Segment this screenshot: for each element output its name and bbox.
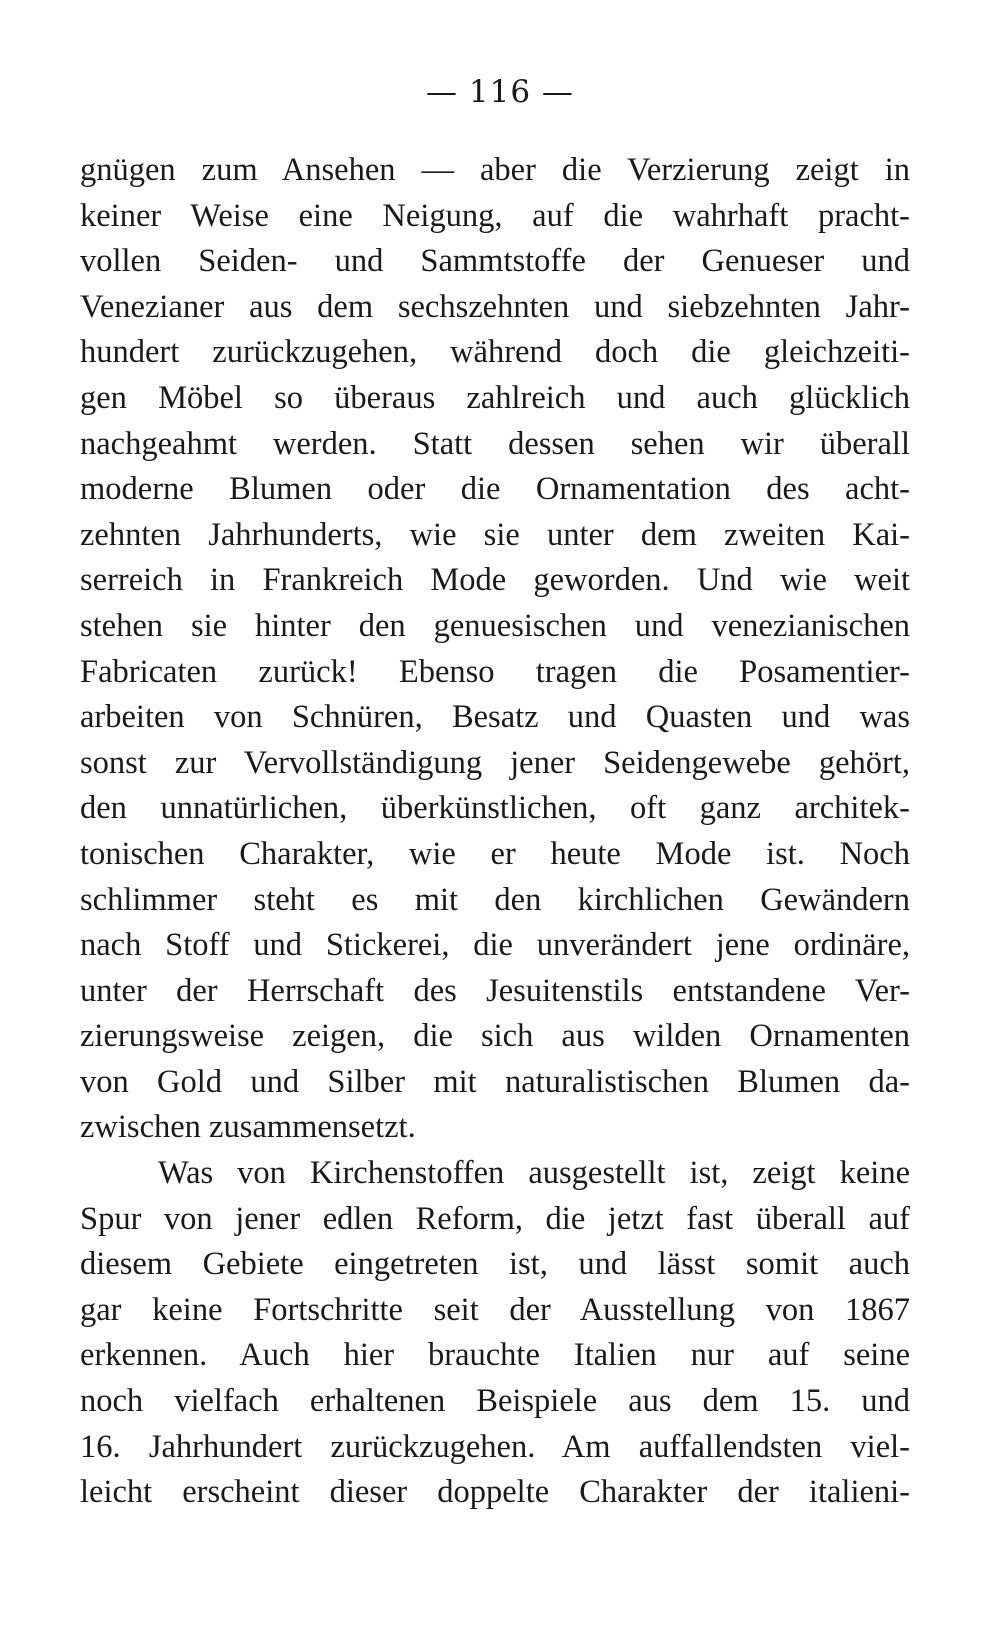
text-line: Fabricaten zurück! Ebenso tragen die Posamentier- — [80, 653, 910, 690]
text-line: tonischen Charakter, wie er heute Mode ist. Noch — [80, 835, 910, 872]
text-line: zehnten Jahrhunderts, wie sie unter dem zweiten Kai- — [80, 516, 910, 553]
text-line: gnügen zum Ansehen — aber die Verzierung zeigt in — [80, 152, 910, 188]
text-line: unter der Herrschaft des Jesuitenstils entstandene Ver- — [80, 972, 910, 1009]
text-line: 16. Jahrhundert zurückzugehen. Am auffallendsten viel- — [80, 1428, 910, 1465]
text-line: Spur von jener edlen Reform, die jetzt fast überall auf — [80, 1200, 910, 1237]
text-line: zwischen zusammensetzt. — [80, 1109, 416, 1146]
page-number: — 116 — — [426, 74, 574, 110]
body-text — [80, 148, 910, 1516]
text-line: leicht erscheint dieser doppelte Charakter der italieni- — [80, 1474, 910, 1511]
text-line: nach Stoff und Stickerei, die unverändert jene ordinäre, — [80, 927, 910, 964]
text-line: Was von Kirchenstoffen ausgestellt ist, zeigt keine — [158, 1155, 910, 1192]
text-line: moderne Blumen oder die Ornamentation des acht- — [80, 471, 910, 508]
text-line: den unnatürlichen, überkünstlichen, oft ganz architek- — [80, 790, 910, 827]
text-line: arbeiten von Schnüren, Besatz und Quasten und was — [80, 699, 910, 736]
text-line: zierungsweise zeigen, die sich aus wilden Ornamenten — [80, 1018, 910, 1055]
text-line: vollen Seiden- und Sammtstoffe der Genueser und — [80, 243, 910, 280]
text-line: diesem Gebiete eingetreten ist, und lässt somit auch — [80, 1246, 910, 1283]
text-line: gar keine Fortschritte seit der Ausstellung von 1867 — [80, 1291, 910, 1328]
text-line: Venezianer aus dem sechszehnten und siebzehnten Jahr- — [80, 288, 910, 325]
paragraph — [80, 1151, 910, 1516]
text-line: hundert zurückzugehen, während doch die gleichzeiti- — [80, 334, 910, 371]
text-line: von Gold und Silber mit naturalistischen Blumen da- — [80, 1063, 910, 1100]
text-line: serreich in Frankreich Mode geworden. Und wie weit — [80, 562, 910, 599]
text-line: schlimmer steht es mit den kirchlichen Gewändern — [80, 881, 910, 918]
text-line: gen Möbel so überaus zahlreich und auch glücklich — [80, 379, 910, 416]
text-line: stehen sie hinter den genuesischen und venezianischen — [80, 607, 910, 644]
text-line: sonst zur Vervollständigung jener Seidengewebe gehört, — [80, 744, 910, 781]
text-line: nachgeahmt werden. Statt dessen sehen wir überall — [80, 425, 910, 462]
text-line: noch vielfach erhaltenen Beispiele aus dem 15. und — [80, 1383, 910, 1420]
text-line: keiner Weise eine Neigung, auf die wahrhaft pracht- — [80, 197, 910, 234]
text-line: erkennen. Auch hier brauchte Italien nur auf seine — [80, 1337, 910, 1374]
paragraph — [80, 148, 910, 1151]
